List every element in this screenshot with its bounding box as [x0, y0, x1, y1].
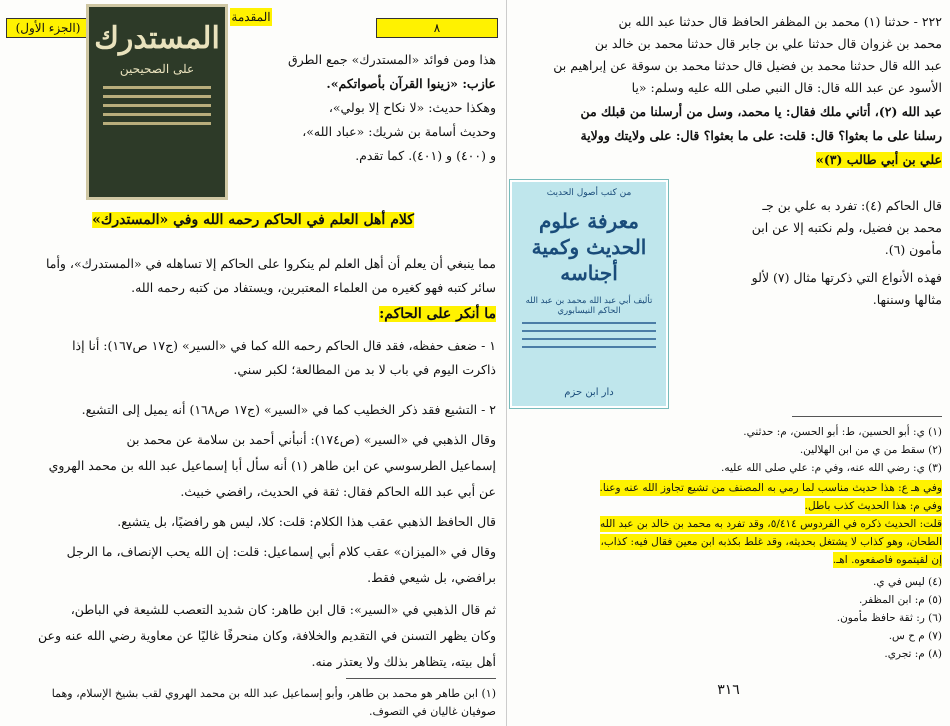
- footnote-line: قلت: الحديث ذكره في الفردوس ٥/٤١٤، وقد تفرد به محمد بن خالد بن عبد الله: [600, 518, 942, 530]
- text-line: برافضي، بل شيعي فقط.: [367, 570, 496, 585]
- mustadrak-book-cover: [86, 4, 228, 200]
- text-line: وهكذا حديث: «لا نكاح إلا بولي»،: [328, 100, 496, 115]
- text-line: مما ينبغي أن يعلم أن أهل العلم لم ينكروا على الحاكم إلا تساهله في «المستدرك»، وأما: [45, 256, 496, 271]
- section-label: المقدمة: [231, 10, 271, 24]
- text-line: عبد الله (٢)، أتاني ملك فقال: يا محمد، وسل من أرسلنا من قبلك من: [580, 104, 942, 119]
- footnote-line: (١) ابن طاهر هو محمد بن طاهر، وأبو إسماعيل عبد الله بن محمد الهروي لقب بشيخ الإسلام، وهما: [51, 687, 496, 700]
- footnote-line: الطحان، وهو كذاب لا يشتغل بحديثه، وقد غلط بكذبه ابن معين فقال فيه: كذاب،: [600, 536, 942, 548]
- text-line: مثالها وسننها.: [872, 292, 942, 307]
- text-line: الأسود عن عبد الله قال: قال النبي صلى الله عليه وسلم: «يا: [631, 80, 942, 95]
- footnote-line: (٢) سقط من ي من ابن الهلالين.: [799, 444, 942, 456]
- footnote-line: (٨) م: تجري.: [884, 648, 942, 660]
- text-line: ٢٢٢ - حدثنا (١) محمد بن المظفر الحافظ قال حدثنا عبد الله بن: [618, 14, 942, 29]
- footnote-line: وفي م: هذا الحديث كذب باطل.: [804, 500, 942, 512]
- cover-publisher: دار ابن حزم: [564, 387, 614, 398]
- text-line: ذاكرت اليوم في باب لا بد من المطالعة؛ لكبر سني.: [233, 362, 496, 377]
- text-line: سائر كتبه فهو كغيره من العلماء المعتبرين، ويستفاد من كتبه رحمه الله.: [131, 280, 496, 295]
- text-line: و (٤٠٠) و (٤٠١). كما تقدم.: [355, 148, 496, 163]
- footnote-line: (٤) ليس في ي.: [873, 576, 942, 588]
- footnote-line: وفي هـ ع: هذا حديث مناسب لما رمي به المصنف من تشيع تجاوز الله عنه وعنا.: [599, 482, 942, 494]
- text-line: رسلنا على ما بعثوا؟ قال: قلت: على ما بعثوا؟ قال: على ولايتك وولاية: [580, 128, 942, 143]
- marifat-ulum-book-cover: [510, 180, 668, 408]
- section-heading: كلام أهل العلم في الحاكم رحمه الله وفي «المستدرك»: [92, 212, 414, 228]
- text-line: عبد الله قال حدثنا محمد بن فضيل قال حدثنا محمد بن سوقة عن إبراهيم بن: [553, 58, 942, 73]
- text-line: عازب: «زينوا القرآن بأصواتكم».: [326, 76, 496, 91]
- footnote-separator: [792, 416, 942, 417]
- subsection-heading: ما أنكر على الحاكم:: [379, 306, 496, 322]
- text-line: وكان يظهر التسنن في التقديم والخلافة، وكان منحرفًا غاليًا عن معاوية رضي الله عنه وعن: [38, 628, 496, 643]
- volume-label: (الجزء الأول): [6, 18, 90, 38]
- cover-title: المستدرك: [94, 21, 220, 56]
- text-line: محمد بن غزوان قال حدثنا علي بن جابر قال حدثنا محمد بن خالد بن: [594, 36, 942, 51]
- footnote-line: (٥) م: ابن المظفر.: [859, 594, 942, 606]
- cover-series: من كتب أصول الحديث: [546, 188, 632, 198]
- cover-title: معرفة علوم الحديث وكمية أجناسه: [531, 209, 647, 285]
- page-number: ٣١٦: [717, 682, 740, 698]
- text-line: ١ - ضعف حفظه، فقد قال الحاكم رحمه الله كما في «السير» (ج١٧ ص١٦٧): أنا إذا: [72, 338, 496, 353]
- cover-subtitle: على الصحيحين: [119, 62, 195, 76]
- text-line: أهل بيته، يتظاهر بذلك ولا يعتذر منه.: [311, 654, 496, 669]
- footnote-line: (٦) ر: ثقة حافظ مأمون.: [836, 612, 942, 624]
- text-line: عن أبي عبد الله الحاكم فقال: ثقة في الحديث، رافضي خبيث.: [180, 484, 496, 499]
- text-line: قال الحاكم (٤): تفرد به علي بن جـ: [762, 198, 942, 213]
- text-line: وقال الذهبي في «السير» (ص١٧٤): أنبأني أحمد بن سلامة عن محمد بن: [126, 432, 496, 447]
- footnote-line: (٣) ي: رضي الله عنه، وفي م: علي صلى الله عليه.: [720, 462, 942, 474]
- text-line: وقال في «الميزان» عقب كلام أبي إسماعيل: قلت: إن الله يحب الإنصاف، ما الرجل: [66, 544, 496, 559]
- footnote-line: إن لقيتموه فاصفعوه. اهـ.: [832, 554, 942, 566]
- text-line: قال الحافظ الذهبي عقب هذا الكلام: قلت: كلا، ليس هو رافضيًا، بل يتشيع.: [117, 514, 496, 529]
- text-line: علي بن أبي طالب (٣)»: [816, 152, 942, 167]
- text-line: محمد بن فضيل، ولم نكتبه إلا عن ابن: [751, 220, 942, 235]
- text-line: ٢ - التشيع فقد ذكر الخطيب كما في «السير» (ج١٧ ص١٦٨) أنه يميل إلى التشيع.: [81, 402, 496, 417]
- footnote-line: صوفيان غاليان في التصوف.: [369, 705, 496, 718]
- text-line: ثم قال الذهبي في «السير»: قال ابن طاهر: كان شديد التعصب للشيعة في الباطن،: [70, 602, 496, 617]
- footnote-separator: [346, 678, 496, 679]
- cover-ornament: [512, 322, 666, 348]
- cover-author: تأليف أبي عبد الله محمد بن عبد الله الحاكم النيسابوري: [525, 296, 653, 316]
- text-line: وحديث أسامة بن شريك: «عباد الله»،: [302, 124, 496, 139]
- text-line: إسماعيل الطرسوسي عن ابن طاهر (١) أنه سأل أبا إسماعيل عبد الله بن محمد الهروي: [48, 458, 496, 473]
- text-line: مأمون (٦).: [884, 242, 942, 257]
- page-number-box: ٨: [376, 18, 498, 38]
- footnote-line: (٧) م ح س.: [888, 630, 942, 642]
- text-line: هذا ومن فوائد «المستدرك» جمع الطرق: [287, 52, 496, 67]
- text-line: فهذه الأنواع التي ذكرتها مثال (٧) لألو: [751, 270, 942, 285]
- footnote-line: (١) ي: أبو الحسين، ط: أبو الحسن، م: حدثني.: [743, 426, 942, 438]
- cover-ornament: [103, 86, 211, 125]
